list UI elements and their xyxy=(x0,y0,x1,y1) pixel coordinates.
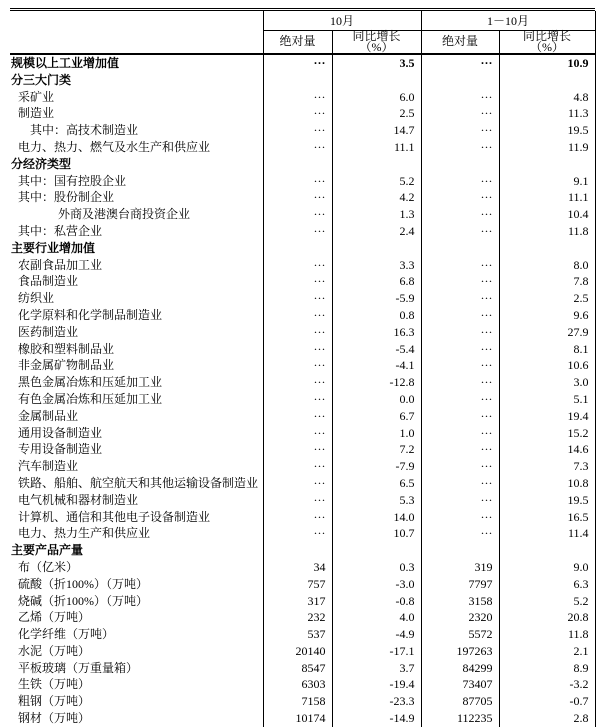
value-cell: ··· xyxy=(263,173,332,190)
value-cell: 3.5 xyxy=(332,54,421,72)
value-cell: 7797 xyxy=(421,576,499,593)
value-cell: ··· xyxy=(263,341,332,358)
table-row xyxy=(10,189,595,206)
value-cell: ··· xyxy=(421,475,499,492)
value-cell xyxy=(421,542,499,559)
table-row xyxy=(10,576,595,593)
table-row xyxy=(10,710,595,727)
value-cell: ··· xyxy=(421,89,499,106)
value-cell: -3.2 xyxy=(499,676,595,693)
value-cell: 2.5 xyxy=(499,290,595,307)
row-label: 主要产品产量 xyxy=(10,542,263,559)
row-label: 平板玻璃（万重量箱） xyxy=(10,660,263,677)
value-cell: ··· xyxy=(421,425,499,442)
value-cell: 20140 xyxy=(263,643,332,660)
table-row xyxy=(10,643,595,660)
table-row xyxy=(10,105,595,122)
value-cell: 4.0 xyxy=(332,609,421,626)
value-cell xyxy=(499,72,595,89)
value-cell: ··· xyxy=(263,324,332,341)
value-cell: 9.1 xyxy=(499,173,595,190)
subheader-text: 同比增长 xyxy=(523,28,572,43)
subheader-yoy-oct xyxy=(332,30,421,54)
value-cell: ··· xyxy=(421,105,499,122)
value-cell: 2.8 xyxy=(499,710,595,727)
value-cell: ··· xyxy=(421,357,499,374)
value-cell: -23.3 xyxy=(332,693,421,710)
table-row xyxy=(10,240,595,257)
value-cell: 6.0 xyxy=(332,89,421,106)
value-cell: ··· xyxy=(421,374,499,391)
value-cell: ··· xyxy=(421,189,499,206)
row-label: 专用设备制造业 xyxy=(10,441,263,458)
value-cell: 319 xyxy=(421,559,499,576)
header-group-row xyxy=(10,11,595,30)
value-cell: 7158 xyxy=(263,693,332,710)
value-cell: 317 xyxy=(263,593,332,610)
value-cell: ··· xyxy=(421,273,499,290)
value-cell: 2320 xyxy=(421,609,499,626)
value-cell: 6303 xyxy=(263,676,332,693)
value-cell: 19.5 xyxy=(499,122,595,139)
value-cell: ··· xyxy=(263,475,332,492)
value-cell: 5.2 xyxy=(499,593,595,610)
value-cell xyxy=(332,240,421,257)
value-cell: ··· xyxy=(421,290,499,307)
row-label: 硫酸（折100%）（万吨） xyxy=(10,576,263,593)
value-cell: ··· xyxy=(263,492,332,509)
row-label: 计算机、通信和其他电子设备制造业 xyxy=(10,509,263,526)
table-row xyxy=(10,441,595,458)
value-cell: -4.9 xyxy=(332,626,421,643)
subheader-unit: （%） xyxy=(359,39,394,54)
value-cell: 10.4 xyxy=(499,206,595,223)
value-cell: 20.8 xyxy=(499,609,595,626)
value-cell: 34 xyxy=(263,559,332,576)
value-cell: 8.0 xyxy=(499,257,595,274)
value-cell: 4.2 xyxy=(332,189,421,206)
table-row xyxy=(10,341,595,358)
value-cell: ··· xyxy=(263,525,332,542)
row-label: 金属制品业 xyxy=(10,408,263,425)
value-cell xyxy=(263,72,332,89)
row-label: 分三大门类 xyxy=(10,72,263,89)
value-cell xyxy=(332,156,421,173)
value-cell: ··· xyxy=(263,122,332,139)
value-cell: ··· xyxy=(421,54,499,72)
value-cell: 73407 xyxy=(421,676,499,693)
value-cell: -0.8 xyxy=(332,593,421,610)
table-row xyxy=(10,72,595,89)
row-label: 汽车制造业 xyxy=(10,458,263,475)
row-label: 生铁（万吨） xyxy=(10,676,263,693)
row-label: 通用设备制造业 xyxy=(10,425,263,442)
value-cell: 5572 xyxy=(421,626,499,643)
row-label: 黑色金属冶炼和压延加工业 xyxy=(10,374,263,391)
row-label: 电力、热力、燃气及水生产和供应业 xyxy=(10,139,263,156)
value-cell: 3158 xyxy=(421,593,499,610)
label-column-header xyxy=(10,11,263,54)
value-cell: ··· xyxy=(421,509,499,526)
value-cell xyxy=(332,542,421,559)
value-cell: 7.2 xyxy=(332,441,421,458)
value-cell: 14.0 xyxy=(332,509,421,526)
subheader-absolute-oct xyxy=(263,30,332,54)
value-cell: 8.9 xyxy=(499,660,595,677)
table-row xyxy=(10,542,595,559)
value-cell xyxy=(499,240,595,257)
subheader-text: 绝对量 xyxy=(442,34,479,49)
table-row xyxy=(10,559,595,576)
row-label: 布（亿米） xyxy=(10,559,263,576)
value-cell: ··· xyxy=(263,391,332,408)
value-cell: -5.4 xyxy=(332,341,421,358)
value-cell: 2.4 xyxy=(332,223,421,240)
value-cell: 5.2 xyxy=(332,173,421,190)
value-cell xyxy=(499,156,595,173)
value-cell: ··· xyxy=(263,290,332,307)
value-cell: 14.7 xyxy=(332,122,421,139)
value-cell: ··· xyxy=(421,525,499,542)
table-row xyxy=(10,475,595,492)
row-label: 钢材（万吨） xyxy=(10,710,263,727)
value-cell: 10.9 xyxy=(499,54,595,72)
value-cell: ··· xyxy=(263,374,332,391)
value-cell: 1.3 xyxy=(332,206,421,223)
value-cell: 6.3 xyxy=(499,576,595,593)
value-cell: -12.8 xyxy=(332,374,421,391)
table-row xyxy=(10,290,595,307)
row-label: 粗钢（万吨） xyxy=(10,693,263,710)
table-row xyxy=(10,408,595,425)
value-cell: ··· xyxy=(421,324,499,341)
value-cell: ··· xyxy=(263,408,332,425)
value-cell xyxy=(421,240,499,257)
value-cell: ··· xyxy=(421,307,499,324)
value-cell: ··· xyxy=(263,257,332,274)
value-cell: ··· xyxy=(421,391,499,408)
value-cell xyxy=(421,156,499,173)
table-row xyxy=(10,425,595,442)
table-row xyxy=(10,273,595,290)
value-cell: ··· xyxy=(421,206,499,223)
row-label: 铁路、船舶、航空航天和其他运输设备制造业 xyxy=(10,475,263,492)
value-cell: ··· xyxy=(263,206,332,223)
table-row xyxy=(10,122,595,139)
row-label: 其中：私营企业 xyxy=(10,223,263,240)
value-cell: 10.6 xyxy=(499,357,595,374)
row-label: 采矿业 xyxy=(10,89,263,106)
value-cell: 19.4 xyxy=(499,408,595,425)
value-cell: ··· xyxy=(263,441,332,458)
value-cell: ··· xyxy=(263,54,332,72)
value-cell: -19.4 xyxy=(332,676,421,693)
row-label: 纺织业 xyxy=(10,290,263,307)
subheader-yoy-janoct xyxy=(499,30,595,54)
value-cell: 14.6 xyxy=(499,441,595,458)
value-cell: 232 xyxy=(263,609,332,626)
table-row xyxy=(10,324,595,341)
value-cell: ··· xyxy=(263,509,332,526)
row-label: 其中：国有控股企业 xyxy=(10,173,263,190)
value-cell: 0.0 xyxy=(332,391,421,408)
value-cell: 11.8 xyxy=(499,223,595,240)
value-cell: 16.5 xyxy=(499,509,595,526)
value-cell: 537 xyxy=(263,626,332,643)
value-cell: 11.4 xyxy=(499,525,595,542)
value-cell: 19.5 xyxy=(499,492,595,509)
table-row xyxy=(10,509,595,526)
value-cell: 2.5 xyxy=(332,105,421,122)
value-cell: -3.0 xyxy=(332,576,421,593)
value-cell: ··· xyxy=(263,357,332,374)
value-cell: ··· xyxy=(421,458,499,475)
value-cell: 87705 xyxy=(421,693,499,710)
row-label: 农副食品加工业 xyxy=(10,257,263,274)
value-cell: 10.8 xyxy=(499,475,595,492)
value-cell: 8.1 xyxy=(499,341,595,358)
row-label: 化学纤维（万吨） xyxy=(10,626,263,643)
value-cell: 2.1 xyxy=(499,643,595,660)
row-label: 水泥（万吨） xyxy=(10,643,263,660)
row-label: 橡胶和塑料制品业 xyxy=(10,341,263,358)
value-cell: 3.0 xyxy=(499,374,595,391)
row-label: 化学原料和化学制品制造业 xyxy=(10,307,263,324)
value-cell xyxy=(263,542,332,559)
value-cell: ··· xyxy=(421,223,499,240)
table-row xyxy=(10,257,595,274)
value-cell: 8547 xyxy=(263,660,332,677)
value-cell: 6.8 xyxy=(332,273,421,290)
value-cell: ··· xyxy=(263,223,332,240)
table-row xyxy=(10,374,595,391)
table-row xyxy=(10,357,595,374)
row-label: 其中：高技术制造业 xyxy=(10,122,263,139)
row-label: 食品制造业 xyxy=(10,273,263,290)
row-label: 主要行业增加值 xyxy=(10,240,263,257)
value-cell: ··· xyxy=(421,408,499,425)
table-body xyxy=(10,54,595,727)
value-cell: 6.5 xyxy=(332,475,421,492)
value-cell: 10.7 xyxy=(332,525,421,542)
table-row xyxy=(10,458,595,475)
subheader-unit: （%） xyxy=(530,39,565,54)
row-label: 外商及港澳台商投资企业 xyxy=(10,206,263,223)
value-cell: 197263 xyxy=(421,643,499,660)
value-cell: 0.3 xyxy=(332,559,421,576)
value-cell: 6.7 xyxy=(332,408,421,425)
value-cell: 0.8 xyxy=(332,307,421,324)
row-label: 电力、热力生产和供应业 xyxy=(10,525,263,542)
value-cell: 9.0 xyxy=(499,559,595,576)
value-cell: 112235 xyxy=(421,710,499,727)
table-row xyxy=(10,492,595,509)
value-cell: 11.9 xyxy=(499,139,595,156)
value-cell: -0.7 xyxy=(499,693,595,710)
value-cell: 3.7 xyxy=(332,660,421,677)
table-row xyxy=(10,223,595,240)
row-label: 其中：股份制企业 xyxy=(10,189,263,206)
table-row xyxy=(10,525,595,542)
subheader-text: 绝对量 xyxy=(279,34,316,49)
table-row xyxy=(10,139,595,156)
value-cell: 11.1 xyxy=(332,139,421,156)
row-label: 有色金属冶炼和压延加工业 xyxy=(10,391,263,408)
value-cell xyxy=(421,72,499,89)
column-group-jan-oct: 1－10月 xyxy=(421,11,595,30)
value-cell: ··· xyxy=(263,139,332,156)
value-cell: ··· xyxy=(263,105,332,122)
table-row xyxy=(10,54,595,72)
value-cell: 11.8 xyxy=(499,626,595,643)
value-cell: 11.1 xyxy=(499,189,595,206)
value-cell: -17.1 xyxy=(332,643,421,660)
value-cell: -14.9 xyxy=(332,710,421,727)
subheader-text: 同比增长 xyxy=(352,28,401,43)
value-cell: ··· xyxy=(421,441,499,458)
value-cell: ··· xyxy=(421,257,499,274)
value-cell: ··· xyxy=(421,139,499,156)
value-cell xyxy=(332,72,421,89)
table-row xyxy=(10,593,595,610)
row-label: 规模以上工业增加值 xyxy=(10,54,263,72)
value-cell: ··· xyxy=(263,458,332,475)
table-row xyxy=(10,173,595,190)
value-cell: 7.3 xyxy=(499,458,595,475)
value-cell: 27.9 xyxy=(499,324,595,341)
value-cell: ··· xyxy=(263,89,332,106)
column-group-october: 10月 xyxy=(263,11,421,30)
table-row xyxy=(10,676,595,693)
value-cell: 1.0 xyxy=(332,425,421,442)
table-row xyxy=(10,609,595,626)
value-cell: 3.3 xyxy=(332,257,421,274)
value-cell: 9.6 xyxy=(499,307,595,324)
table-row xyxy=(10,626,595,643)
table-row xyxy=(10,391,595,408)
table-row xyxy=(10,156,595,173)
row-label: 非金属矿物制品业 xyxy=(10,357,263,374)
value-cell: ··· xyxy=(421,122,499,139)
value-cell: 15.2 xyxy=(499,425,595,442)
value-cell: -5.9 xyxy=(332,290,421,307)
value-cell xyxy=(263,240,332,257)
value-cell: 11.3 xyxy=(499,105,595,122)
value-cell xyxy=(263,156,332,173)
table-row xyxy=(10,693,595,710)
value-cell: ··· xyxy=(421,341,499,358)
table-header xyxy=(10,11,595,54)
table-row xyxy=(10,89,595,106)
table-row xyxy=(10,206,595,223)
value-cell: 4.8 xyxy=(499,89,595,106)
row-label: 医药制造业 xyxy=(10,324,263,341)
row-label: 乙烯（万吨） xyxy=(10,609,263,626)
subheader-absolute-janoct xyxy=(421,30,499,54)
value-cell: ··· xyxy=(263,307,332,324)
table-row xyxy=(10,307,595,324)
value-cell: 7.8 xyxy=(499,273,595,290)
row-label: 电气机械和器材制造业 xyxy=(10,492,263,509)
table-row xyxy=(10,660,595,677)
value-cell xyxy=(499,542,595,559)
value-cell: ··· xyxy=(421,492,499,509)
value-cell: 5.3 xyxy=(332,492,421,509)
value-cell: ··· xyxy=(421,173,499,190)
value-cell: -7.9 xyxy=(332,458,421,475)
value-cell: ··· xyxy=(263,425,332,442)
value-cell: 16.3 xyxy=(332,324,421,341)
value-cell: 10174 xyxy=(263,710,332,727)
industrial-stats-table xyxy=(10,11,596,727)
row-label: 分经济类型 xyxy=(10,156,263,173)
row-label: 制造业 xyxy=(10,105,263,122)
value-cell: ··· xyxy=(263,273,332,290)
value-cell: -4.1 xyxy=(332,357,421,374)
value-cell: 5.1 xyxy=(499,391,595,408)
value-cell: 757 xyxy=(263,576,332,593)
value-cell: 84299 xyxy=(421,660,499,677)
row-label: 烧碱（折100%）（万吨） xyxy=(10,593,263,610)
value-cell: ··· xyxy=(263,189,332,206)
